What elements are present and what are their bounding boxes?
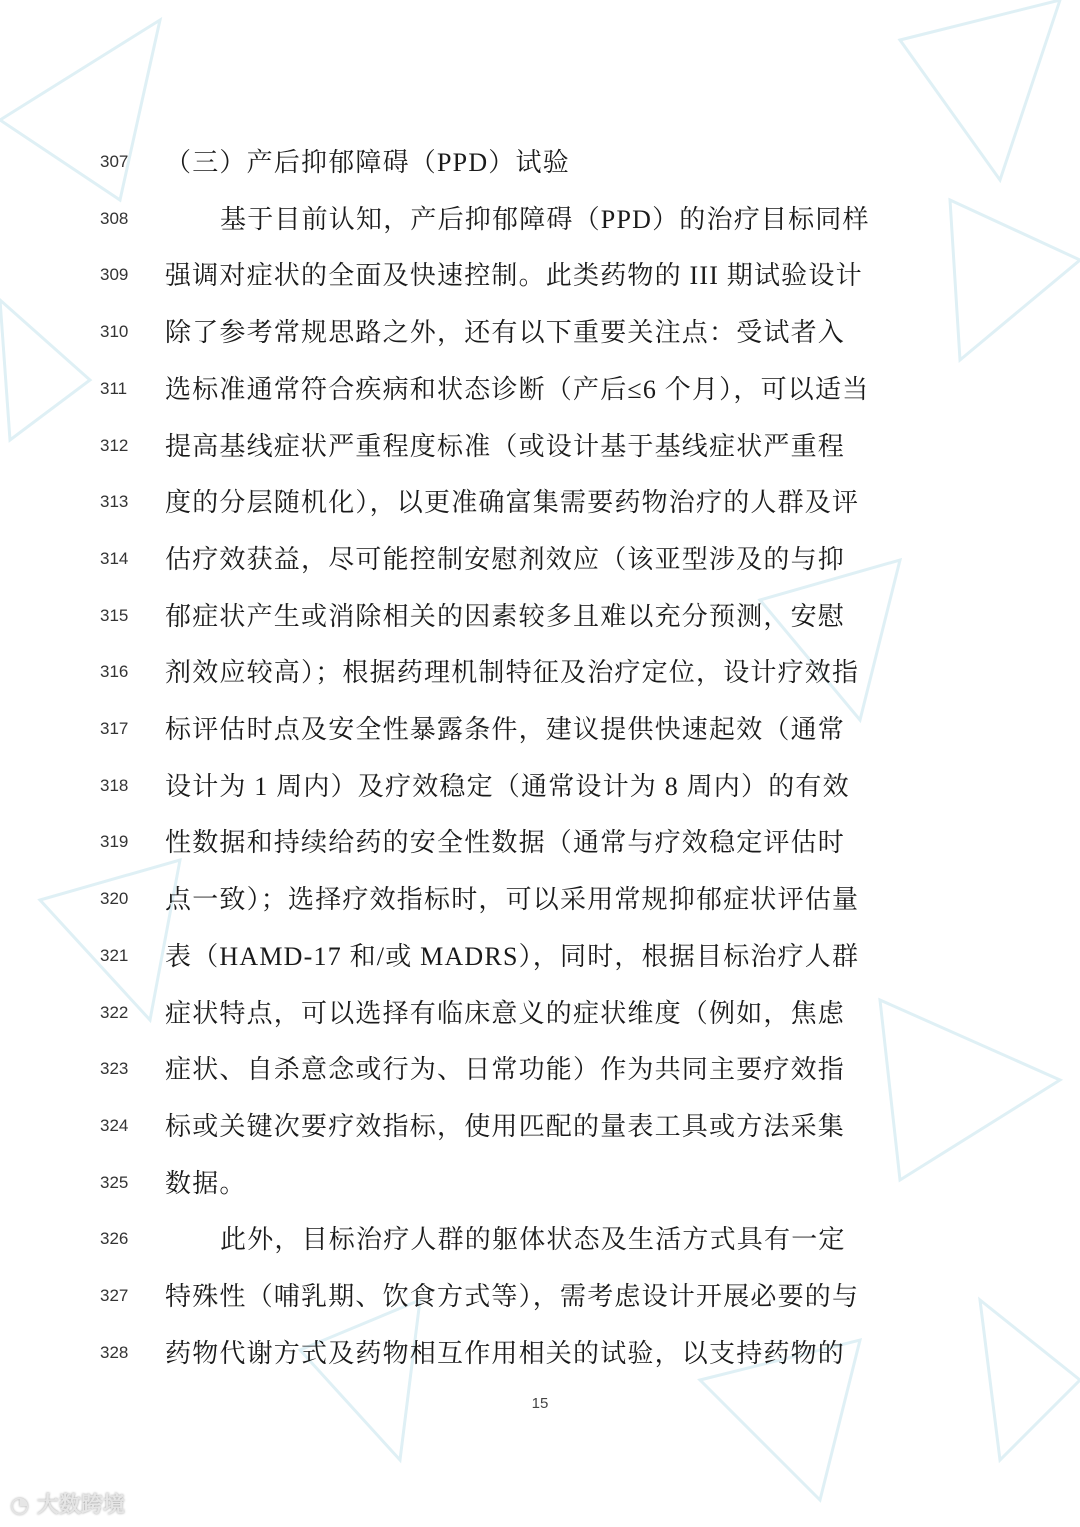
line-text: 标或关键次要疗效指标，使用匹配的量表工具或方法采集: [165, 1111, 846, 1141]
line-number: 317: [100, 719, 129, 738]
document-line: [0, 482, 1080, 522]
line-number: 316: [100, 662, 129, 682]
line-text: 特殊性（哺乳期、饮食方式等），需考虑设计开展必要的与: [165, 1282, 860, 1311]
line-number: 318: [100, 775, 129, 795]
document-line: [0, 766, 1080, 806]
line-text: 性数据和持续给药的安全性数据（通常与疗效稳定评估时: [165, 828, 846, 858]
line-text: 标评估时点及安全性暴露条件，建议提供快速起效（通常: [165, 715, 846, 744]
document-line: [0, 142, 1080, 182]
line-number: 319: [100, 832, 129, 852]
document-line: [0, 879, 1080, 919]
document-line: [0, 199, 1080, 239]
document-line: [0, 993, 1080, 1033]
document-line: [0, 255, 1080, 295]
line-text: 症状、自杀意念或行为、日常功能）作为共同主要疗效指: [165, 1055, 846, 1085]
line-text: 数据。: [165, 1168, 247, 1198]
line-text: 强调对症状的全面及快速控制。此类药物的 III 期试验设计: [165, 261, 863, 291]
watermark-logo: ◔ 大数跨境: [10, 1493, 125, 1518]
document-line: [0, 709, 1080, 749]
line-number: 328: [100, 1342, 129, 1362]
line-number: 313: [100, 492, 129, 512]
line-text: 此外，目标治疗人群的躯体状态及生活方式具有一定: [220, 1225, 846, 1255]
document-line: [0, 1049, 1080, 1089]
document-line: [0, 652, 1080, 692]
line-number: 325: [100, 1172, 129, 1192]
line-text: 除了参考常规思路之外，还有以下重要关注点：受试者入: [165, 318, 846, 348]
document-line: [0, 539, 1080, 579]
line-number: 310: [100, 322, 129, 342]
line-number: 321: [100, 945, 129, 965]
document-line: [0, 1219, 1080, 1259]
line-text: 基于目前认知，产后抑郁障碍（PPD）的治疗目标同样: [220, 204, 870, 234]
page-number: 15: [531, 1395, 549, 1412]
line-text: 点一致）；选择疗效指标时，可以采用常规抑郁症状评估量: [165, 885, 860, 915]
line-number: 309: [100, 265, 129, 285]
document-line: [0, 1333, 1080, 1373]
line-number: 311: [100, 378, 128, 398]
line-number: 323: [100, 1059, 129, 1079]
line-number: 315: [100, 605, 129, 625]
line-text: 剂效应较高）；根据药理机制特征及治疗定位，设计疗效指: [165, 658, 860, 688]
document-line: [0, 312, 1080, 352]
line-text: 度的分层随机化），以更准确富集需要药物治疗的人群及评: [165, 488, 860, 518]
line-number: 327: [100, 1286, 129, 1305]
line-number: 324: [100, 1115, 129, 1135]
document-line: [0, 426, 1080, 466]
document-line: [0, 1106, 1080, 1146]
document-line: [0, 1163, 1080, 1203]
line-number: 308: [100, 208, 129, 228]
document-line: [0, 822, 1080, 862]
line-number: 322: [100, 1002, 129, 1022]
line-number: 307: [100, 152, 129, 171]
document-line: [0, 936, 1080, 976]
line-text: 表（HAMD-17 和/或 MADRS），同时，根据目标治疗人群: [165, 941, 860, 971]
line-text: 药物代谢方式及药物相互作用相关的试验，以支持药物的: [165, 1338, 846, 1368]
line-number: 314: [100, 548, 129, 568]
line-number: 326: [100, 1229, 129, 1249]
line-text: 提高基线症状严重程度标准（或设计基于基线症状严重程: [165, 431, 846, 461]
line-text: 郁症状产生或消除相关的因素较多且难以充分预测，安慰: [165, 601, 846, 631]
line-text: 症状特点，可以选择有临床意义的症状维度（例如，焦虑: [165, 998, 846, 1028]
line-number: 320: [100, 889, 129, 909]
section-heading: （三）产后抑郁障碍（PPD）试验: [165, 148, 570, 177]
line-text: 估疗效获益，尽可能控制安慰剂效应（该亚型涉及的与抑: [165, 544, 846, 574]
document-line: [0, 596, 1080, 636]
line-text: 选标准通常符合疾病和状态诊断（产后≤6 个月），可以适当: [165, 374, 870, 404]
line-text: 设计为 1 周内）及疗效稳定（通常设计为 8 周内）的有效: [165, 771, 850, 801]
document-line: [0, 369, 1080, 409]
document-line: [0, 1276, 1080, 1316]
line-number: 312: [100, 435, 129, 455]
